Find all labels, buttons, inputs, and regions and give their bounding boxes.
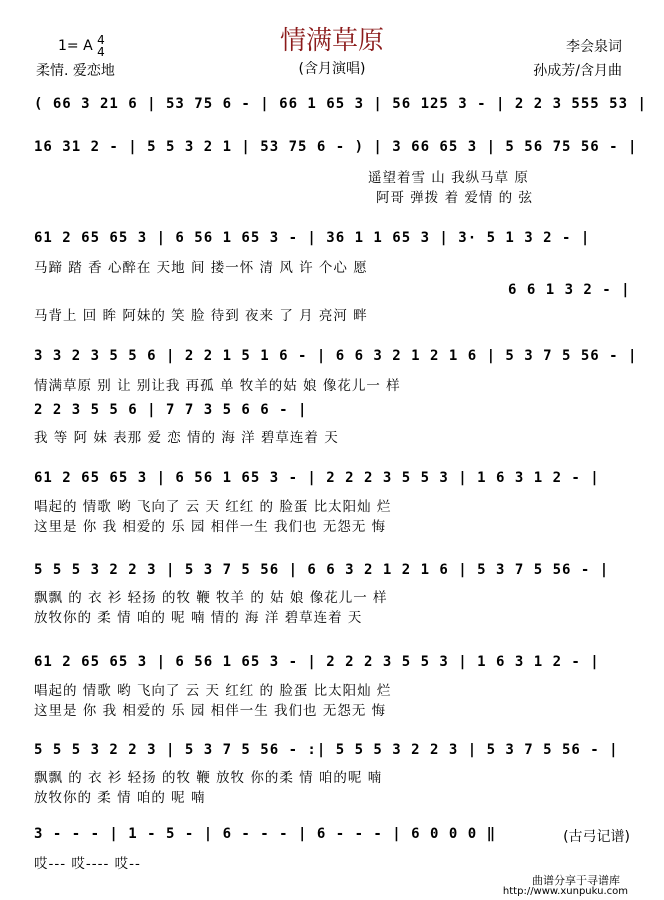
staff-row: 5 5 5 3 2 2 3 | 5 3 7 5 56 - :| 5 5 5 3 2 2 3 | 5 3 7 5 56 - | (34, 742, 619, 758)
lyric-line: 放牧你的 柔 情 咱的 呢 喃 (34, 790, 206, 806)
staff-row: 3 3 2 3 5 5 6 | 2 2 1 5 1 6 - | 6 6 3 2 1 2 1 6 | 5 3 7 5 56 - | (34, 348, 638, 364)
key-signature (58, 34, 105, 58)
style-marking: 柔情. 爱恋地 (36, 63, 115, 79)
staff-row: 61 2 65 65 3 | 6 56 1 65 3 - | 2 2 2 3 5 5 3 | 1 6 3 1 2 - | (34, 654, 600, 670)
lyric-line: 哎--- 哎---- 哎-- (34, 856, 141, 872)
lyric-line: 我 等 阿 妹 表那 爱 恋 情的 海 洋 碧草连着 天 (34, 430, 339, 446)
lyric-line: 这里是 你 我 相爱的 乐 园 相伴一生 我们也 无怨无 悔 (34, 519, 387, 535)
meter-top: 4 (97, 33, 105, 47)
staff-row: 2 2 3 5 5 6 | 7 7 3 5 6 6 - | (34, 402, 308, 418)
staff-row: 61 2 65 65 3 | 6 56 1 65 3 - | 2 2 2 3 5 5 3 | 1 6 3 1 2 - | (34, 470, 600, 486)
staff-row: 3 - - - | 1 - 5 - | 6 - - - | 6 - - - | 6 0 0 0 ‖ (34, 826, 497, 842)
lyricist: 李会泉词 (566, 39, 622, 55)
lyric-line: 遥望着雪 山 我纵马草 原 (368, 170, 529, 186)
notation-credit: (古弓记谱) (563, 829, 630, 845)
staff-row: ( 66 3 21 6 | 53 75 6 - | 66 1 65 3 | 56 125 3 - | 2 2 3 555 53 | (34, 96, 647, 112)
lyric-line: 情满草原 别 让 别让我 再孤 单 牧羊的姑 娘 像花儿一 样 (34, 378, 401, 394)
share-text: 曲谱分享于寻谱库 (532, 874, 620, 887)
meter-bottom: 4 (97, 45, 105, 59)
lyric-line: 马蹄 踏 香 心醉在 天地 间 搂一怀 清 风 许 个心 愿 (34, 260, 368, 276)
composer: 孙成芳/含月曲 (533, 63, 622, 79)
lyric-line: 飘飘 的 衣 衫 轻扬 的牧 鞭 放牧 你的柔 情 咱的呢 喃 (34, 770, 383, 786)
lyric-line: 这里是 你 我 相爱的 乐 园 相伴一生 我们也 无怨无 悔 (34, 703, 387, 719)
lyric-line: 唱起的 情歌 哟 飞向了 云 天 红红 的 脸蛋 比太阳灿 烂 (34, 499, 392, 515)
subtitle: (含月演唱) (298, 61, 366, 77)
staff-row: 6 6 1 3 2 - | (508, 282, 631, 298)
lyric-line: 放牧你的 柔 情 咱的 呢 喃 情的 海 洋 碧草连着 天 (34, 610, 363, 626)
staff-row: 16 31 2 - | 5 5 3 2 1 | 53 75 6 - ) | 3 66 65 3 | 5 56 75 56 - | (34, 139, 638, 155)
song-title: 情满草原 (279, 26, 384, 56)
key-label: 1= A (58, 38, 93, 54)
staff-row: 5 5 5 3 2 2 3 | 5 3 7 5 56 | 6 6 3 2 1 2 1 6 | 5 3 7 5 56 - | (34, 562, 610, 578)
lyric-line: 唱起的 情歌 哟 飞向了 云 天 红红 的 脸蛋 比太阳灿 烂 (34, 683, 392, 699)
staff-row: 61 2 65 65 3 | 6 56 1 65 3 - | 36 1 1 65 3 | 3· 5 1 3 2 - | (34, 230, 591, 246)
source-url: http://www.xunpuku.com (502, 886, 628, 897)
time-signature (97, 34, 105, 58)
lyric-line: 飘飘 的 衣 衫 轻扬 的牧 鞭 牧羊 的 姑 娘 像花儿一 样 (34, 590, 388, 606)
lyric-line: 马背上 回 眸 阿妹的 笑 脸 待到 夜来 了 月 亮河 畔 (34, 308, 368, 324)
lyric-line: 阿哥 弹拨 着 爱情 的 弦 (376, 190, 533, 206)
